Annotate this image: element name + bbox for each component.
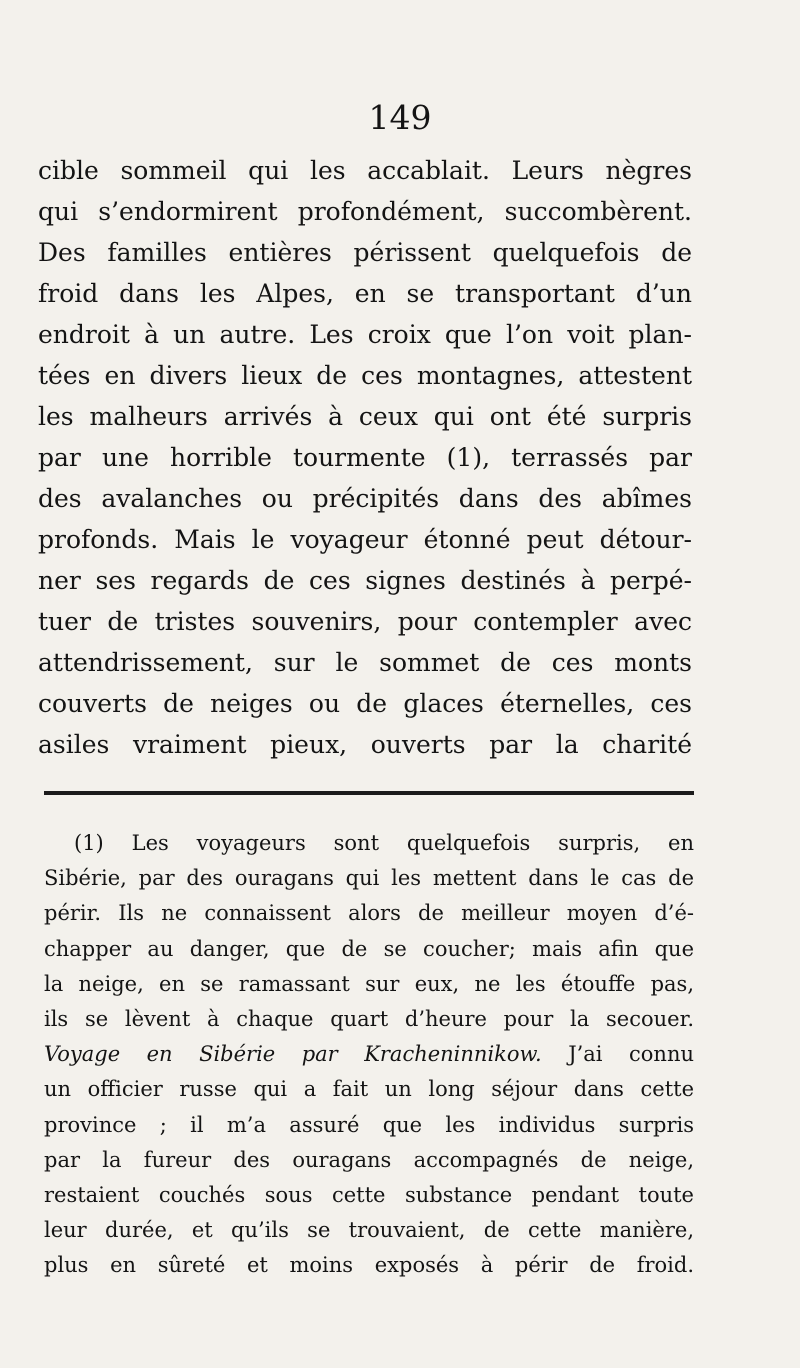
footnote-line: province ; il m’a assuré que les individus surpris [44, 1112, 694, 1137]
footnote-line: Sibérie, par des ouragans qui les mettent dans le cas de [44, 866, 694, 891]
text-line: Des familles entières périssent quelquefois de [38, 238, 692, 267]
footnote-line: la neige, en se ramassant sur eux, ne les étouffe pas, [44, 971, 694, 996]
footnote-line: par la fureur des ouragans accompagnés de neige, [44, 1147, 694, 1172]
footnote-line: leur durée, et qu’ils se trouvaient, de cette manière, [44, 1218, 694, 1243]
footnote [44, 826, 694, 1283]
text-line: couverts de neiges ou de glaces éternelles, ces [38, 689, 692, 718]
text-line: ner ses regards de ces signes destinés à perpé- [38, 566, 692, 595]
main-text [38, 150, 692, 765]
footnote-line [44, 1037, 694, 1072]
footnote-line: ils se lèvent à chaque quart d’heure pour la secouer. [44, 1006, 694, 1031]
text-line: endroit à un autre. Les croix que l’on voit plan- [38, 320, 692, 349]
text-line: cible sommeil qui les accablait. Leurs nègres [38, 156, 692, 185]
text-line: asiles vraiment pieux, ouverts par la charité [38, 730, 692, 759]
text-line: des avalanches ou précipités dans des abîmes [38, 484, 692, 513]
page-number: 149 [368, 98, 432, 137]
footnote-line: (1) Les voyageurs sont quelquefois surpris, en [74, 831, 694, 855]
footnote-line: un officier russe qui a fait un long séjour dans cette [44, 1077, 694, 1102]
footnote-line: restaient couchés sous cette substance pendant toute [44, 1182, 694, 1207]
text-line: les malheurs arrivés à ceux qui ont été surpris [38, 402, 692, 431]
text-line: tées en divers lieux de ces montagnes, attestent [38, 361, 692, 390]
footnote-citation: Voyage en Sibérie par Kracheninnikow. [44, 1042, 542, 1067]
footnote-line-rest: J’ai connu [541, 1042, 694, 1067]
footnote-line: périr. Ils ne connaissent alors de meilleur moyen d’é- [44, 901, 694, 926]
footnote-divider [44, 791, 694, 795]
text-line: qui s’endormirent profondément, succombèrent. [38, 197, 692, 226]
footnote-line: chapper au danger, que de se coucher; mais afin que [44, 936, 694, 961]
text-line: attendrissement, sur le sommet de ces monts [38, 648, 692, 677]
text-line: par une horrible tourmente (1), terrassés par [38, 443, 692, 472]
text-line: tuer de tristes souvenirs, pour contempler avec [38, 607, 692, 636]
footnote-line: plus en sûreté et moins exposés à périr de froid. [44, 1253, 694, 1278]
text-line: profonds. Mais le voyageur étonné peut détour- [38, 525, 692, 554]
text-line: froid dans les Alpes, en se transportant d’un [38, 279, 692, 308]
